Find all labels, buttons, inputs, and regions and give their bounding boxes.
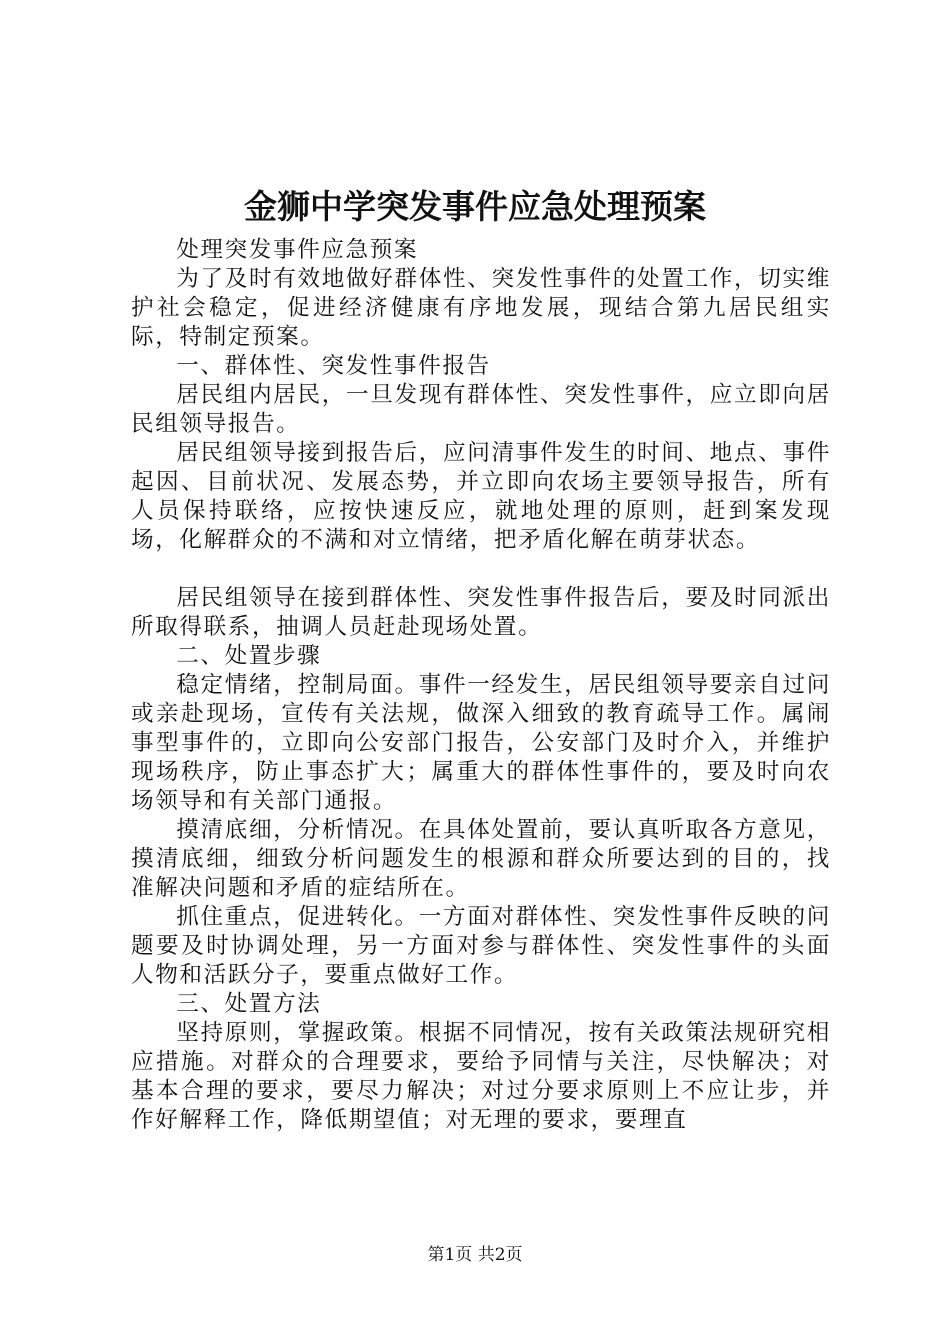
section-heading-steps: 二、处置步骤 (176, 643, 322, 669)
paragraph-steps-2: 摸清底细，分析情况。在具体处置前，要认真听取各方意见，摸清底细，细致分析问题发生的根源和群众所要达到的目的，找准解决问题和矛盾的症结所在。 (131, 817, 831, 901)
section-heading-methods: 三、处置方法 (176, 991, 322, 1017)
paragraph-report-1: 居民组内居民，一旦发现有群体性、突发性事件，应立即向居民组领导报告。 (131, 382, 831, 437)
blank-line (131, 555, 831, 584)
paragraph-methods-1: 坚持原则，掌握政策。根据不同情况，按有关政策法规研究相应措施。对群众的合理要求，要给予同情与关注，尽快解决；对基本合理的要求，要尽力解决；对过分要求原则上不应让步，并作好解释工作，降低期望值；对无理的要求，要理直 (131, 1020, 831, 1133)
paragraph-steps-1: 稳定情绪，控制局面。事件一经发生，居民组领导要亲自过问或亲赴现场，宣传有关法规，做深入细致的教育疏导工作。属闹事型事件的，立即向公安部门报告，公安部门及时介入，并维护现场秩序，防止事态扩大；属重大的群体性事件的，要及时向农场领导和有关部门通报。 (131, 672, 831, 814)
section-heading-report: 一、群体性、突发性事件报告 (176, 353, 491, 379)
paragraph-report-2: 居民组领导接到报告后，应问清事件发生的时间、地点、事件起因、目前状况、发展态势，并立即向农场主要领导报告，所有人员保持联络，应按快速反应，就地处理的原则，赶到案发现场，化解群众的不满和对立情绪，把矛盾化解在萌芽状态。 (131, 440, 831, 553)
page-number-footer: 第1页 共2页 (427, 1245, 523, 1265)
document-body (131, 236, 831, 1135)
paragraph-report-3: 居民组领导在接到群体性、突发性事件报告后，要及时同派出所取得联系，抽调人员赶赴现场处置。 (131, 585, 831, 640)
document-title: 金狮中学突发事件应急处理预案 (244, 187, 706, 226)
paragraph-heading-preamble: 处理突发事件应急预案 (176, 237, 419, 263)
paragraph-purpose: 为了及时有效地做好群体性、突发性事件的处置工作，切实维护社会稳定，促进经济健康有序地发展，现结合第九居民组实际，特制定预案。 (131, 266, 831, 350)
paragraph-steps-3: 抓住重点，促进转化。一方面对群体性、突发性事件反映的问题要及时协调处理，另一方面对参与群体性、突发性事件的头面人物和活跃分子，要重点做好工作。 (131, 904, 831, 988)
